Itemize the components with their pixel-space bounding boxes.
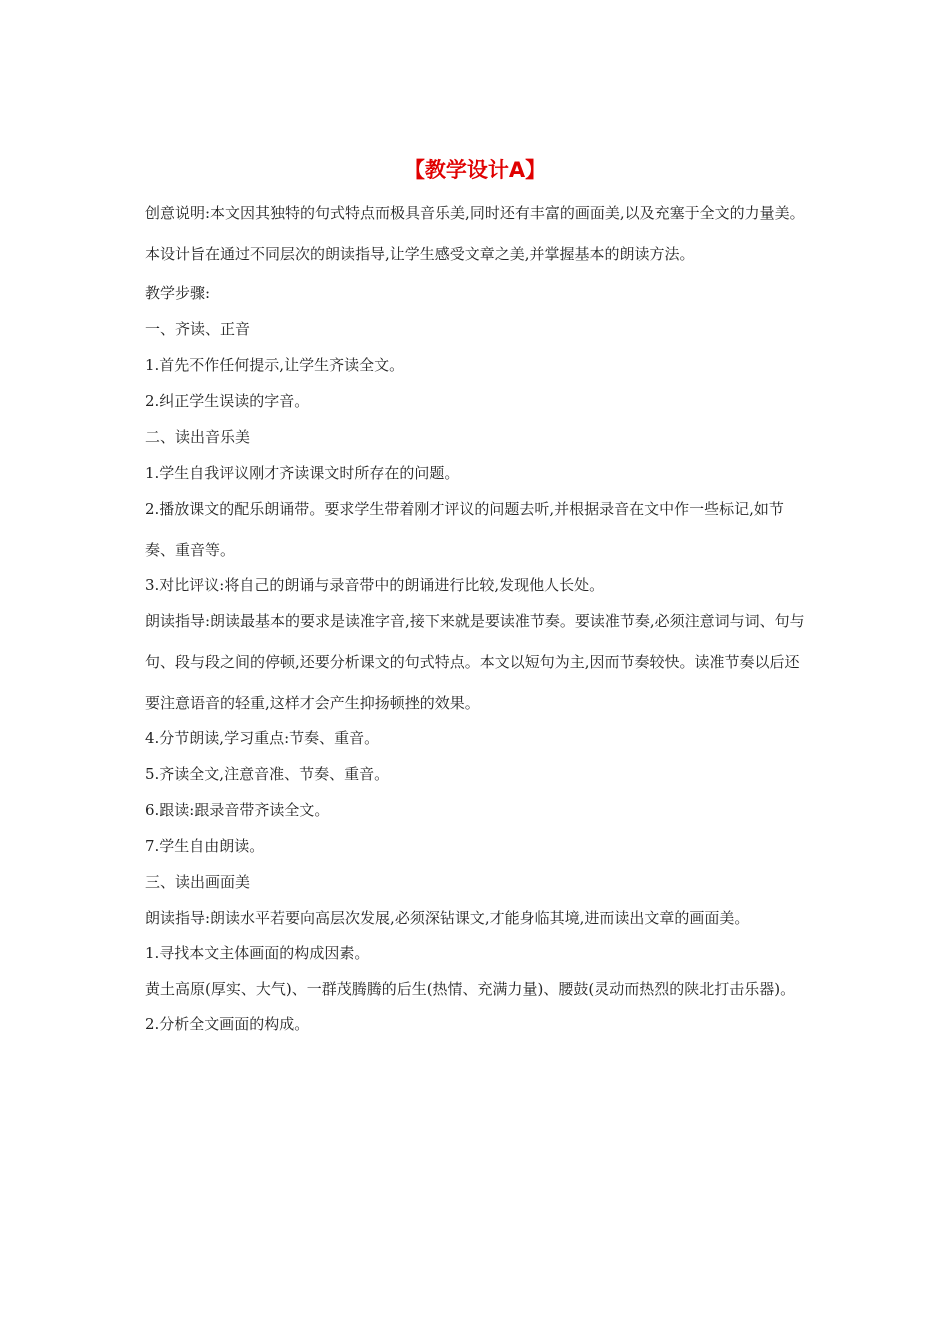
list-item: 1.寻找本文主体画面的构成因素。 [145, 944, 370, 962]
paragraph-intro: 创意说明:本文因其独特的句式特点而极具音乐美,同时还有丰富的画面美,以及充塞于全文的力量美。本设计旨在通过不同层次的朗读指导,让学生感受文章之美,并掌握基本的朗读方法。 [145, 204, 805, 263]
document-body [145, 193, 810, 1035]
paragraph-steps-heading: 教学步骤: [145, 284, 211, 302]
list-item: 2.分析全文画面的构成。 [145, 1015, 310, 1033]
list-item: 5.齐读全文,注意音准、节奏、重音。 [145, 765, 390, 783]
reading-guidance-2: 朗读指导:朗读水平若要向高层次发展,必须深钻课文,才能身临其境,进而读出文章的画面美。 [145, 909, 750, 927]
section-heading-2: 二、读出音乐美 [145, 428, 251, 446]
list-item: 7.学生自由朗读。 [145, 837, 265, 855]
list-item: 1.首先不作任何提示,让学生齐读全文。 [145, 356, 405, 374]
reading-guidance-1: 朗读指导:朗读最基本的要求是读准字音,接下来就是要读准节奏。要读准节奏,必须注意词与词、句与句、段与段之间的停顿,还要分析课文的句式特点。本文以短句为主,因而节奏较快。读准节奏以后还要注意语音的轻重,这样才会产生抑扬顿挫的效果。 [145, 612, 805, 712]
picture-elements: 黄土高原(厚实、大气)、一群茂腾腾的后生(热情、充满力量)、腰鼓(灵动而热烈的陕北打击乐器)。 [145, 980, 796, 998]
list-item: 4.分节朗读,学习重点:节奏、重音。 [145, 729, 380, 747]
section-heading-1: 一、齐读、正音 [145, 320, 251, 338]
list-item: 6.跟读:跟录音带齐读全文。 [145, 801, 330, 819]
list-item: 1.学生自我评议刚才齐读课文时所存在的问题。 [145, 464, 460, 482]
list-item: 2.播放课文的配乐朗诵带。要求学生带着刚才评议的问题去听,并根据录音在文中作一些标记,如节奏、重音等。 [145, 500, 784, 559]
document-title: 【教学设计A】 [403, 158, 547, 182]
list-item: 2.纠正学生误读的字音。 [145, 392, 310, 410]
list-item: 3.对比评议:将自己的朗诵与录音带中的朗诵进行比较,发现他人长处。 [145, 576, 605, 594]
section-heading-3: 三、读出画面美 [145, 873, 251, 891]
